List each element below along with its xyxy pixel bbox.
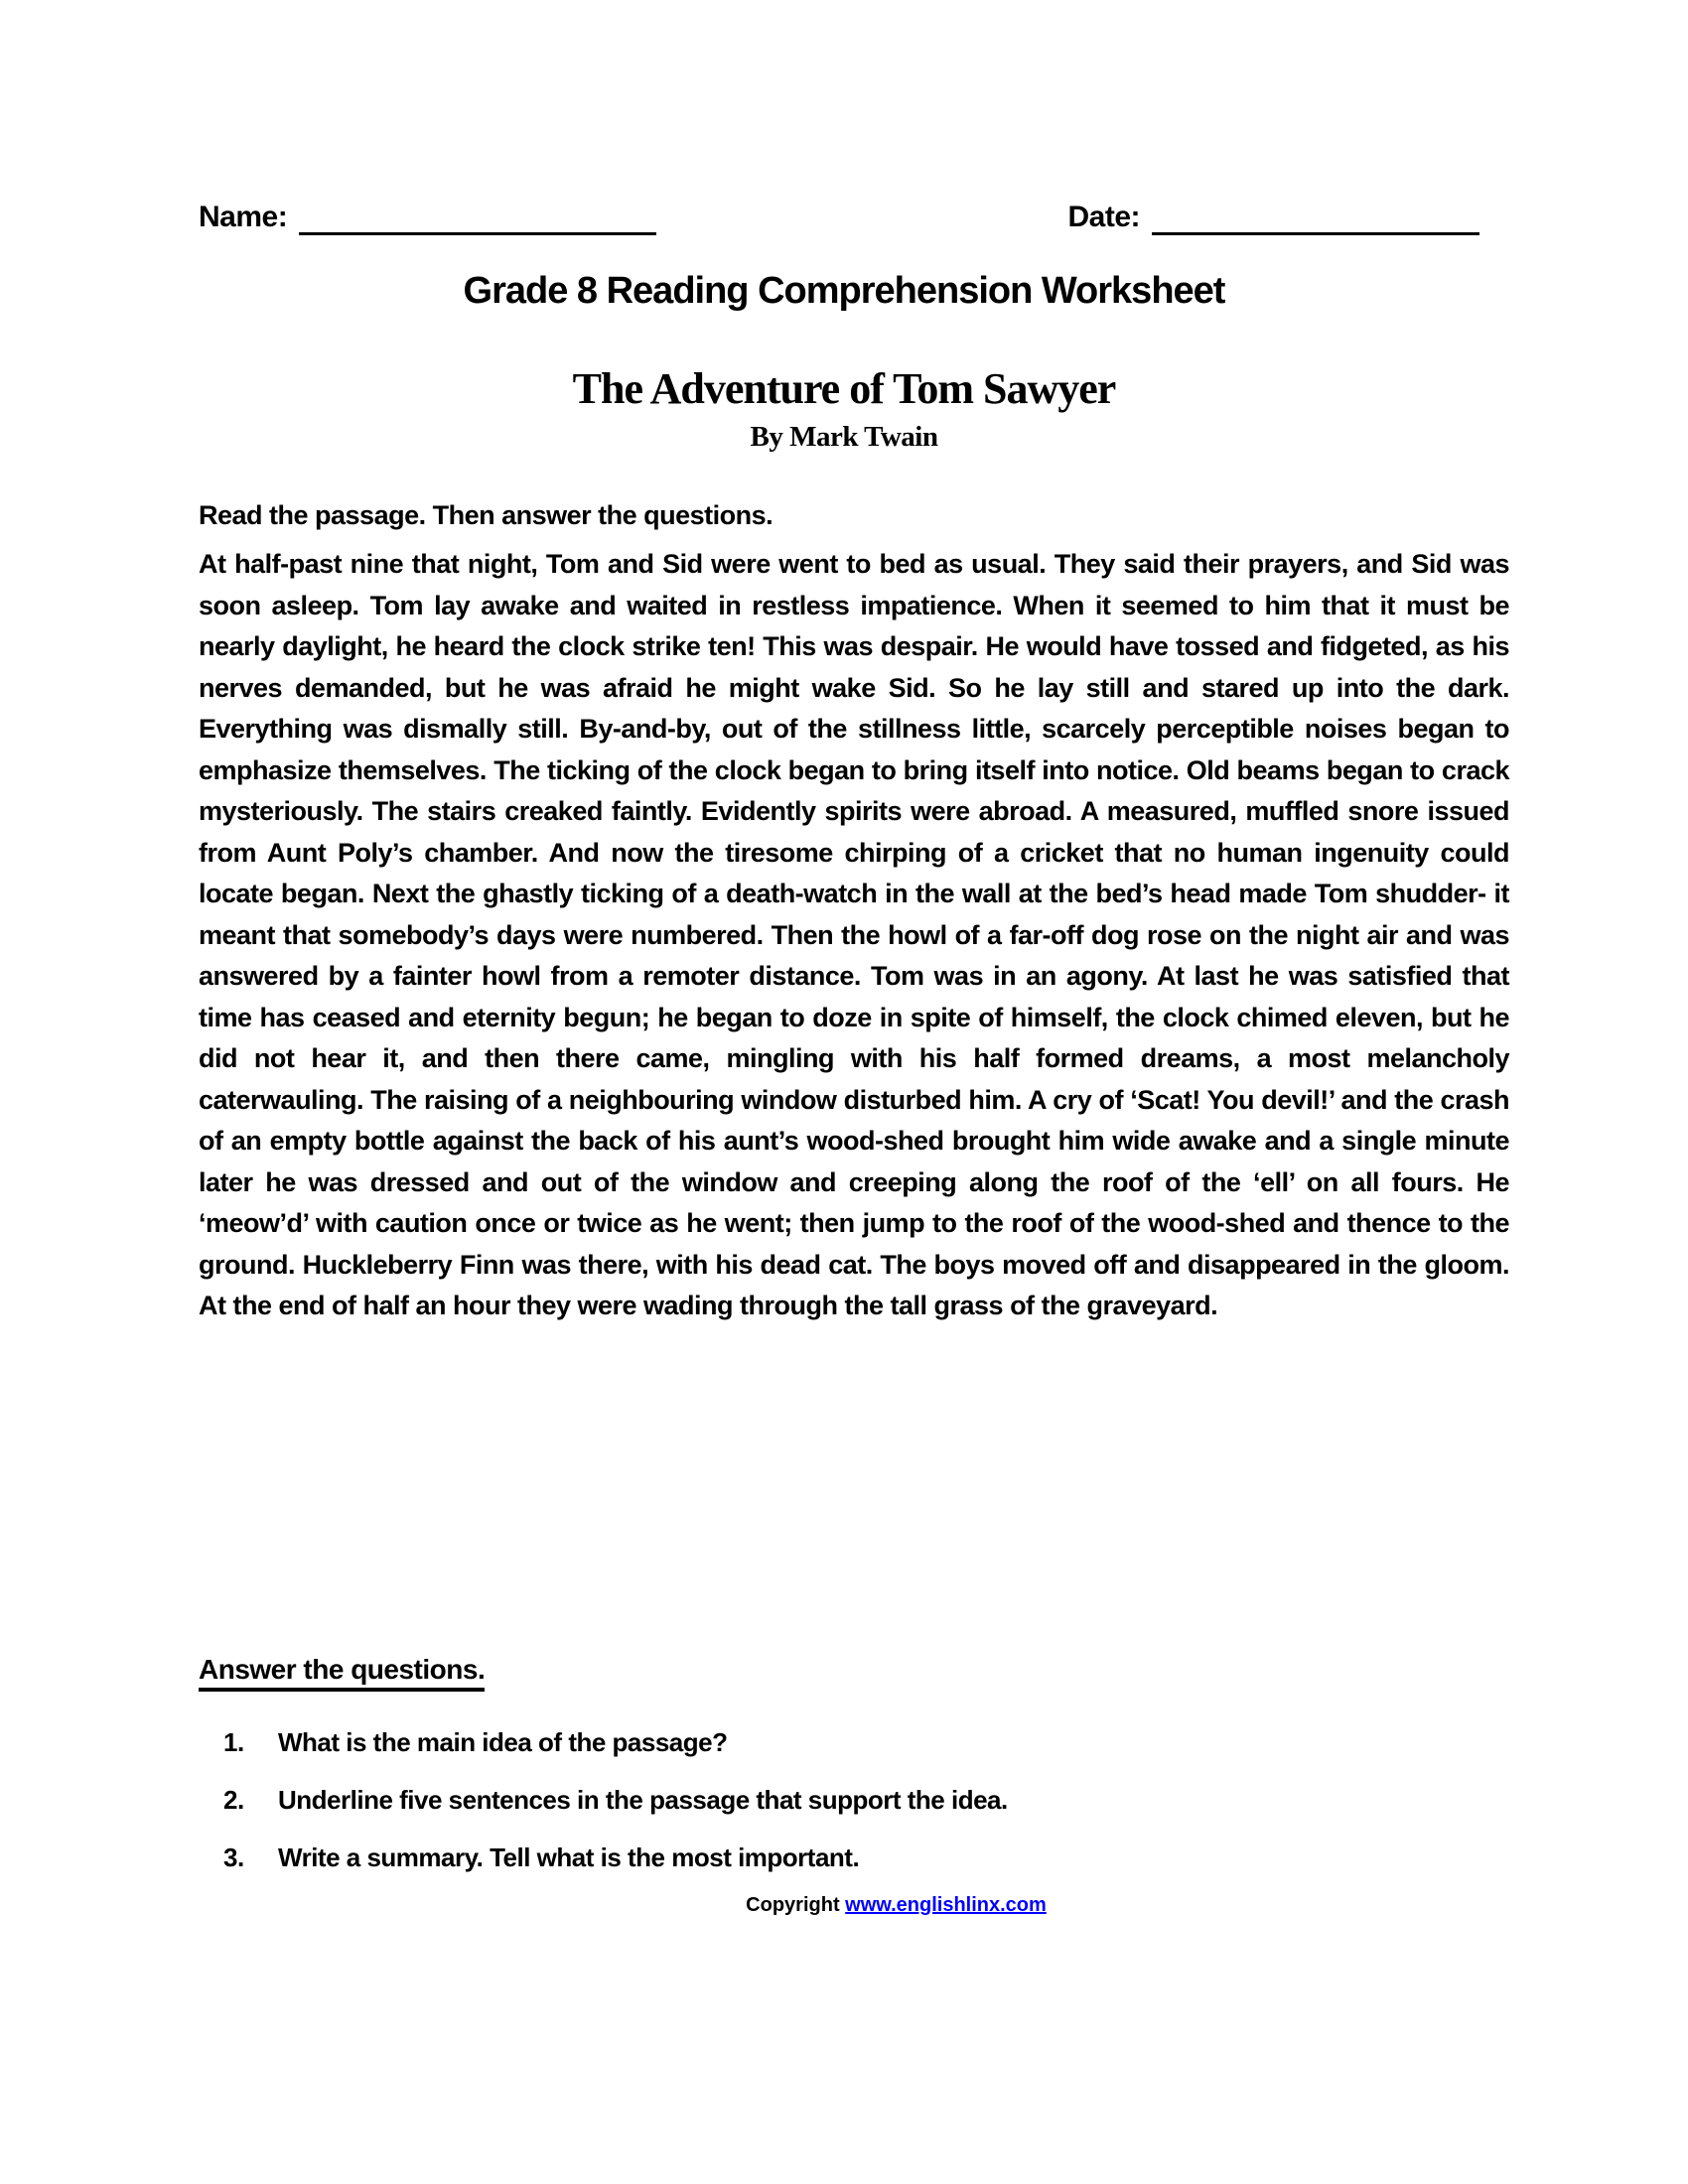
answer-heading-text: Answer the questions. xyxy=(199,1654,485,1692)
date-blank-line[interactable] xyxy=(1152,199,1479,235)
copyright-line xyxy=(0,1894,1688,1917)
date-field xyxy=(1067,199,1479,235)
worksheet-title: Grade 8 Reading Comprehension Worksheet xyxy=(463,270,1225,312)
name-blank-line[interactable] xyxy=(299,199,656,235)
question-number: 1. xyxy=(223,1727,244,1757)
name-label: Name: xyxy=(199,201,288,233)
name-field xyxy=(199,199,656,235)
question-number: 3. xyxy=(223,1843,244,1872)
answer-heading xyxy=(199,1654,485,1686)
question-item xyxy=(223,1727,1008,1758)
byline: By Mark Twain xyxy=(750,421,938,453)
date-label: Date: xyxy=(1067,201,1140,233)
header-row xyxy=(199,199,1479,235)
passage-text: At half-past nine that night, Tom and Sid were went to bed as usual. They said their prayers, and Sid was soon asleep. Tom lay awake and waited in restless impatience. When it seemed to him that it must be nearly daylight, he heard the clock strike ten! This was despair. He would have tossed and fidgeted, as his nerves demanded, but he was afraid he might wake Sid. So he lay still and stared up into the dark. Everything was dismally still. By-and-by, out of the stillness little, scarcely perceptible noises began to emphasize themselves. The ticking of the clock began to bring itself into notice. Old beams began to crack mysteriously. The stairs creaked faintly. Evidently spirits were abroad. A measured, muffled snore issued from Aunt Poly’s chamber. And now the tiresome chirping of a cricket that no human ingenuity could locate began. Next the ghastly ticking of a death-watch in the wall at the bed’s head made Tom shudder- it meant that somebody’s days were numbered. Then the howl of a far-off dog rose on the night air and was answered by a fainter howl from a remoter distance. Tom was in an agony. At last he was satisfied that time has ceased and eternity begun; he began to doze in spite of himself, the clock chimed eleven, but he did not hear it, and then there came, mingling with his half formed dreams, a most melancholy caterwauling. The raising of a neighbouring window disturbed him. A cry of ‘Scat! You devil!’ and the crash of an empty bottle against the back of his aunt’s wood-shed brought him wide awake and a single minute later he was dressed and out of the window and creeping along the roof of the ‘ell’ on all fours. He ‘meow’d’ with caution once or twice as he went; then jump to the roof of the wood-shed and thence to the ground. Huckleberry Finn was there, with his dead cat. The boys moved off and disappeared in the gloom. At the end of half an hour they were wading through the tall grass of the graveyard. xyxy=(199,549,1509,1320)
copyright-link[interactable]: www.englishlinx.com xyxy=(845,1894,1047,1916)
questions-list xyxy=(223,1727,1008,1900)
question-text: What is the main idea of the passage? xyxy=(278,1727,728,1757)
passage-instruction: Read the passage. Then answer the questions. xyxy=(199,500,774,530)
question-number: 2. xyxy=(223,1785,244,1815)
copyright-label: Copyright xyxy=(746,1894,840,1916)
question-item xyxy=(223,1785,1008,1816)
question-item xyxy=(223,1843,1008,1873)
question-text: Write a summary. Tell what is the most important. xyxy=(278,1843,860,1872)
story-title: The Adventure of Tom Sawyer xyxy=(572,364,1116,413)
question-text: Underline five sentences in the passage that support the idea. xyxy=(278,1785,1008,1815)
